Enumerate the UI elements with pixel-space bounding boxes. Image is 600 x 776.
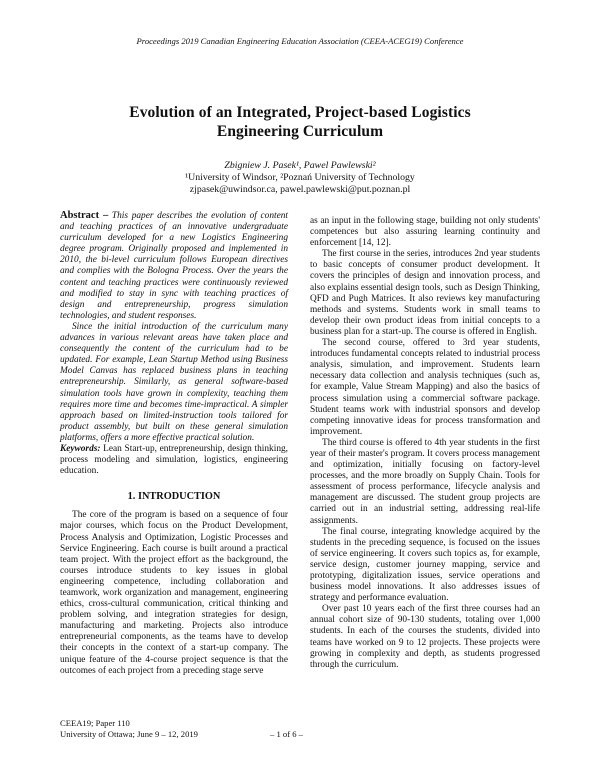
footer-left bbox=[60, 718, 198, 739]
abstract-paragraph-2: Since the initial introduction of the curriculum many advances in various relevant areas have taken place and consequently the content of the curriculum had to be updated. For example, Lean Startup Method using Business Model Canvas has replaced business plans in teaching entrepreneurship. Similarly, as general software-based simulation tools have grown in complexity, teaching them requires more time and becomes time-impractical. A simpler approach based on limited-instruction tools tailored for product assembly, but built on these general simulation platforms, offers a more effective practical solution. bbox=[60, 321, 288, 443]
right-paragraph-0: as an input in the following stage, building not only students' competences but also assuring learning continuity and enforcement [14, 12]. bbox=[310, 216, 540, 249]
running-head: Proceedings 2019 Canadian Engineering Education Association (CEEA-ACEG19) Conference bbox=[136, 36, 464, 46]
footer-paper-id: CEEA19; Paper 110 bbox=[60, 718, 130, 728]
paper-title bbox=[40, 103, 560, 141]
author-names: Zbigniew J. Pasek¹, Pawel Pawlewski² bbox=[224, 160, 376, 171]
title-line-2: Engineering Curriculum bbox=[216, 123, 384, 140]
abstract-text-1: This paper describes the evolution of content and teaching practices of an innovative undergraduate curriculum developed for a new Logistics Engineering degree program. Originally proposed and implemented in 2010, the bi-level curriculum follows European directives and complies with the Bologna Process. Over the years the content and teaching practices were continuously reviewed and modified to stay in sync with teaching practices of design and entrepreneurship, progress simulation technologies, and student responses. bbox=[60, 211, 289, 321]
section-heading-introduction: 1. INTRODUCTION bbox=[127, 491, 221, 503]
author-affiliations: ¹University of Windsor, ²Poznań University of Technology bbox=[185, 171, 415, 183]
title-line-1: Evolution of an Integrated, Project-based Logistics bbox=[129, 104, 471, 121]
abstract-label: Abstract – bbox=[60, 210, 109, 221]
right-paragraph-3: The third course is offered to 4th year students in the first year of their master's program. It covers process management and optimization, initially focusing on factory-level processes, and the more broadly on Supply Chain. Tools for assessment of process performance, lifecycle analysis and management are discussed. The student group projects are carried out in an industrial setting, addressing real-life assignments. bbox=[310, 437, 540, 526]
footer-venue: University of Ottawa; June 9 – 12, 2019 bbox=[60, 728, 198, 739]
abstract-paragraph-1 bbox=[60, 210, 288, 322]
right-paragraph-4: The final course, integrating knowledge acquired by the students in the preceding sequence, is focused on the issues of service engineering. It covers such topics as, for example, service design, customer journey mapping, service and prototyping, digitalization issues, service operations and business model innovations. It also addresses issues of strategy and performance evaluation. bbox=[310, 526, 540, 604]
page-number: – 1 of 6 – bbox=[270, 729, 303, 739]
right-paragraph-5: Over past 10 years each of the first three courses had an annual cohort size of 90-130 students, totaling over 1,000 students. In each of the courses the students, divided into teams have worked on 9 to 12 projects. These projects were growing in complexity and depth, as students progressed through the curriculum. bbox=[310, 604, 540, 670]
author-block bbox=[40, 160, 560, 195]
keywords-label: Keywords: bbox=[60, 443, 101, 454]
right-paragraph-2: The second course, offered to 3rd year students, introduces fundamental concepts related to industrial process analysis, simulation, and improvement. Students learn necessary data collection and analysis techniques (such as, for example, Value Stream Mapping) and also the basics of process simulation using a commercial software package. Student teams work with industrial sponsors and develop competing innovative ideas for process transformation and improvement. bbox=[310, 338, 540, 437]
right-paragraph-1: The first course in the series, introduces 2nd year students to basic concepts of consumer product development. It covers the principles of design and innovation process, and also explains essential design tools, such as Design Thinking, QFD and Pugh Matrices. It also reviews key manufacturing methods and systems. Students work in small teams to develop their own product ideas from initial concepts to a business plan for a start-up. The course is offered in English. bbox=[310, 249, 540, 337]
author-emails: zjpasek@uwindsor.ca, pawel.pawlewski@put.poznan.pl bbox=[189, 183, 411, 195]
keywords bbox=[60, 444, 288, 477]
keywords-text: Lean Start-up, entrepreneurship, design thinking, process modeling and simulation, logistics, engineering education. bbox=[60, 443, 288, 477]
left-column bbox=[60, 210, 288, 677]
intro-paragraph-1: The core of the program is based on a sequence of four major courses, which focus on the Product Development, Process Analysis and Optimization, Logistic Processes and Service Engineering. Each course is built around a practical team project. With the project effort as the background, the courses introduce students to key issues in global engineering competence, including collaboration and teamwork, work organization and management, engineering ethics, cross-cultural communication, critical thinking and problem solving, and integration strategies for design, manufacturing and marketing. Projects also introduce entrepreneurial components, as the teams have to develop their concepts in the context of a start-up company. The unique feature of the 4-course project sequence is that the outcomes of each project from a preceding stage serve bbox=[60, 510, 288, 676]
right-column bbox=[310, 216, 540, 671]
